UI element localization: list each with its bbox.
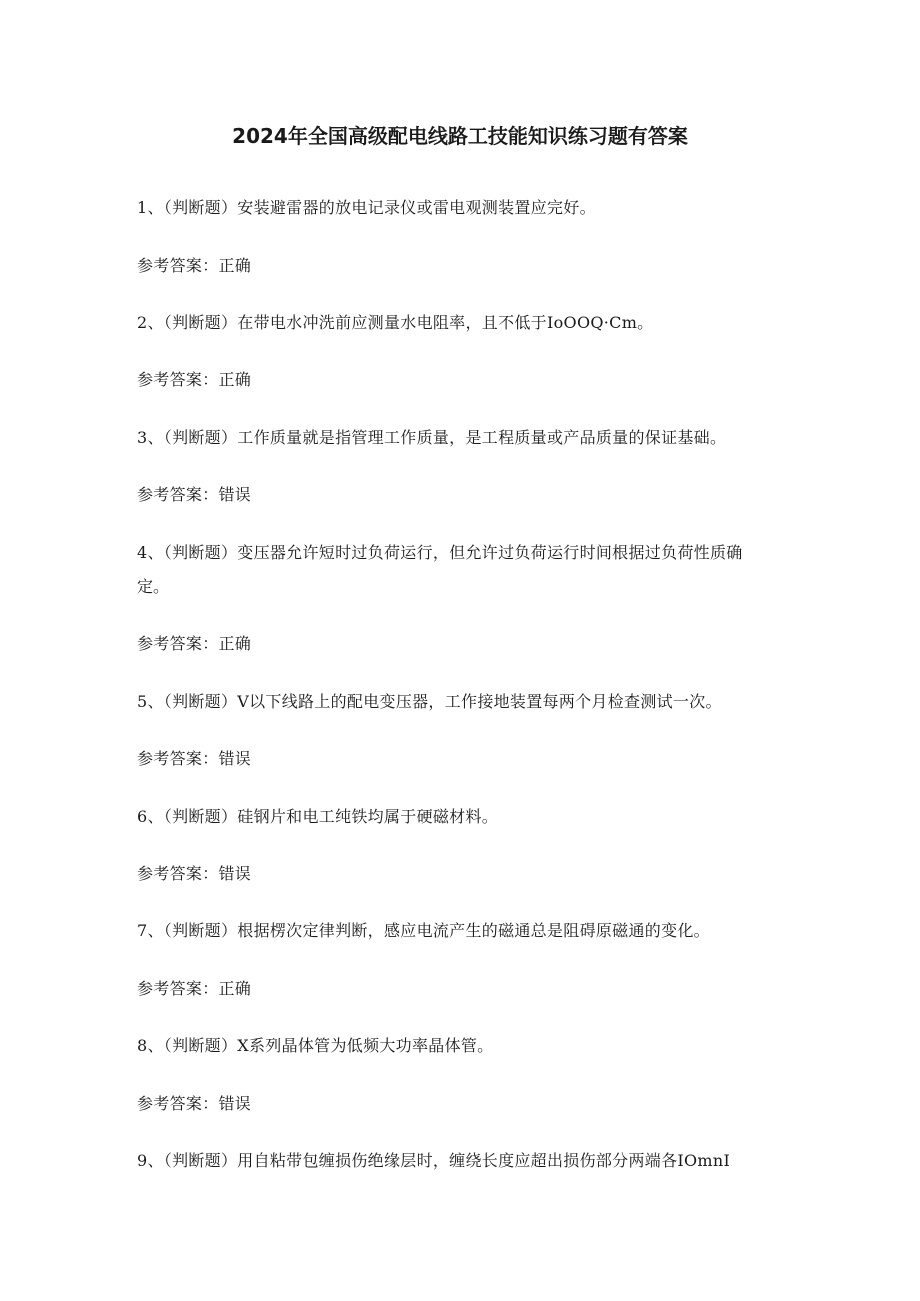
question-4-continuation: 定。 (137, 577, 170, 596)
answer-4: 参考答案：正确 (137, 634, 252, 653)
question-2: 2、（判断题）在带电水冲洗前应测量水电阻率，且不低于IoOOQ·Cm。 (137, 313, 654, 332)
question-8: 8、（判断题）X系列晶体管为低频大功率晶体管。 (137, 1036, 494, 1055)
question-4: 4、（判断题）变压器允许短时过负荷运行，但允许过负荷运行时间根据过负荷性质确 (137, 543, 743, 562)
answer-1: 参考答案：正确 (137, 256, 252, 275)
question-9: 9、（判断题）用自粘带包缠损伤绝缘层时，缠绕长度应超出损伤部分两端各IOmnI (137, 1151, 731, 1170)
question-7: 7、（判断题）根据楞次定律判断，感应电流产生的磁通总是阻碍原磁通的变化。 (137, 921, 710, 940)
answer-8: 参考答案：错误 (137, 1094, 252, 1113)
document-title: 2024年全国高级配电线路工技能知识练习题有答案 (232, 124, 688, 148)
question-6: 6、（判断题）硅钢片和电工纯铁均属于硬磁材料。 (137, 807, 499, 826)
question-1: 1、（判断题）安装避雷器的放电记录仪或雷电观测装置应完好。 (137, 198, 596, 217)
answer-7: 参考答案：正确 (137, 979, 252, 998)
question-5: 5、（判断题）V以下线路上的配电变压器，工作接地装置每两个月检查测试一次。 (137, 692, 722, 711)
answer-2: 参考答案：正确 (137, 370, 252, 389)
answer-3: 参考答案：错误 (137, 485, 252, 504)
answer-6: 参考答案：错误 (137, 864, 252, 883)
answer-5: 参考答案：错误 (137, 749, 252, 768)
question-3: 3、（判断题）工作质量就是指管理工作质量，是工程质量或产品质量的保证基础。 (137, 428, 727, 447)
